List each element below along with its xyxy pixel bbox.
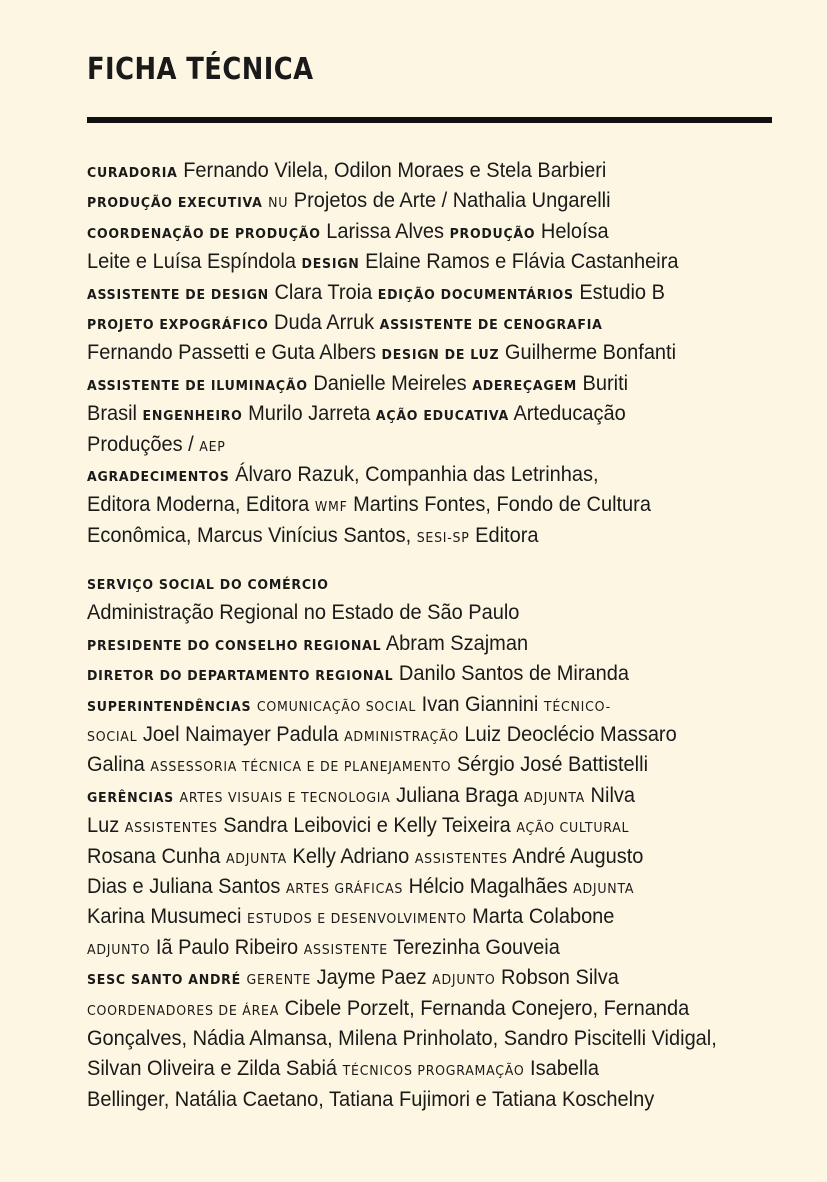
credit-name: Terezinha Gouveia (387, 934, 560, 959)
credit-role: PRODUÇÃO EXECUTIVA (87, 195, 263, 212)
credit-line (87, 520, 729, 550)
credit-role: AÇÃO EDUCATIVA (375, 408, 509, 425)
credit-name: Kelly Adriano (286, 843, 415, 868)
credit-line (87, 459, 729, 489)
credit-role: NU (268, 195, 289, 212)
credit-role: ARTES VISUAIS E TECNOLOGIA (179, 789, 391, 806)
credit-name: Fernando Passetti e Guta Albers (87, 340, 382, 365)
credit-line (87, 689, 729, 719)
credit-role: SESC SANTO ANDRÉ (87, 972, 241, 989)
credit-role: TÉCNICOS PROGRAMAÇÃO (342, 1063, 525, 1080)
credit-role: PROJETO EXPOGRÁFICO (87, 316, 269, 333)
credit-role: ESTUDOS E DESENVOLVIMENTO (247, 911, 467, 928)
credit-line (87, 307, 729, 337)
credits-body (87, 155, 777, 1114)
credit-role: GERÊNCIAS (87, 789, 174, 806)
credit-line (87, 780, 729, 810)
credit-role: COORDENADORES DE ÁREA (87, 1002, 280, 1019)
credit-name: Isabella (524, 1056, 599, 1081)
credit-line (87, 841, 729, 871)
credit-name: Sandra Leibovici e Kelly Teixeira (217, 813, 517, 838)
credit-name: André Augusto (507, 843, 644, 868)
credit-name: Larissa Alves (320, 218, 450, 243)
credit-role: DIRETOR DO DEPARTAMENTO REGIONAL (87, 668, 394, 685)
credit-role: AGRADECIMENTOS (87, 468, 230, 485)
credit-line (87, 1084, 729, 1114)
credit-line (87, 993, 729, 1023)
credit-role: ASSISTENTES (124, 820, 218, 837)
credit-role: ADJUNTA (573, 880, 635, 897)
credit-name: Marta Colabone (466, 904, 615, 929)
credit-name: Clara Troia (268, 279, 378, 304)
credit-role: TÉCNICO- (543, 698, 611, 715)
credit-name: Ivan Giannini (416, 691, 544, 716)
credit-name: Sérgio José Battistelli (451, 752, 649, 777)
credit-line (87, 962, 729, 992)
credit-name: Elaine Ramos e Flávia Castanheira (359, 249, 679, 274)
credit-role: EDIÇÃO DOCUMENTÁRIOS (377, 286, 574, 303)
credit-name: Álvaro Razuk, Companhia das Letrinhas, (229, 461, 599, 486)
credit-name: Abram Szajman (381, 630, 529, 655)
credit-role: ASSISTENTE DE DESIGN (87, 286, 269, 303)
credit-line (87, 658, 729, 688)
credit-role: SESI-SP (416, 529, 470, 546)
title-divider (87, 117, 772, 123)
credit-name: Martins Fontes, Fondo de Cultura (347, 492, 651, 517)
credit-name: Danilo Santos de Miranda (393, 661, 630, 686)
credit-name: Buriti (576, 370, 629, 395)
credit-role: ADJUNTO (432, 972, 496, 989)
credit-line (87, 932, 729, 962)
credit-name: Danielle Meireles (307, 370, 473, 395)
credit-name: Guilherme Bonfanti (499, 340, 677, 365)
credit-role: CURADORIA (87, 165, 178, 181)
credit-name: Bellinger, Natália Caetano, Tatiana Fujimori e Tatiana Koschelny (87, 1086, 655, 1111)
credit-name: Projetos de Arte / Nathalia Ungarelli (288, 188, 611, 213)
credit-name: Luz (87, 813, 125, 838)
credit-name: Leite e Luísa Espíndola (87, 249, 302, 274)
credit-line (87, 277, 729, 307)
credit-name: Joel Naimayer Padula (137, 722, 345, 747)
credit-line (87, 567, 729, 597)
credit-name: Heloísa (535, 218, 609, 243)
credit-name: Murilo Jarreta (242, 401, 376, 426)
credit-role: AEP (199, 438, 226, 455)
credit-name: Jayme Paez (311, 965, 433, 990)
credit-role: ADEREÇAGEM (472, 377, 577, 394)
credit-role: ARTES GRÁFICAS (285, 880, 404, 897)
credit-line (87, 871, 729, 901)
credit-name: Karina Musumeci (87, 904, 248, 929)
credit-name: Hélcio Magalhães (403, 873, 574, 898)
credit-name: Dias e Juliana Santos (87, 873, 286, 898)
section-gap (87, 550, 777, 567)
credit-role: ASSISTENTES (414, 850, 508, 867)
credit-role: ADJUNTA (523, 789, 586, 806)
credit-role: ADJUNTO (87, 941, 151, 958)
page-title: FICHA TÉCNICA (87, 52, 314, 87)
credit-role: PRESIDENTE DO CONSELHO REGIONAL (87, 637, 382, 654)
credit-line (87, 216, 729, 246)
credit-role: PRODUÇÃO (449, 225, 536, 242)
credit-name: Luiz Deoclécio Massaro (458, 722, 677, 747)
credit-line (87, 1023, 729, 1053)
credit-line (87, 719, 729, 749)
credit-line (87, 489, 729, 519)
credit-role: AÇÃO CULTURAL (516, 820, 630, 837)
credit-name: Duda Arruk (268, 309, 380, 334)
credit-role: ADMINISTRAÇÃO (344, 729, 459, 746)
credit-line (87, 810, 729, 840)
credit-line (87, 368, 729, 398)
credit-line (87, 337, 729, 367)
credit-name: Estudio B (573, 279, 665, 304)
credit-line (87, 429, 729, 459)
credit-name: Silvan Oliveira e Zilda Sabiá (87, 1056, 343, 1081)
credit-name: Editora (469, 522, 539, 547)
credit-role: SOCIAL (87, 729, 138, 746)
credit-name: Rosana Cunha (87, 843, 226, 868)
credit-role: ASSESSORIA TÉCNICA E DE PLANEJAMENTO (150, 759, 452, 776)
credit-name: Arteducação (508, 401, 626, 426)
credit-line (87, 901, 729, 931)
credit-role: DESIGN DE LUZ (381, 347, 500, 364)
credit-name: Iã Paulo Ribeiro (150, 934, 304, 959)
credit-name: Nilva (585, 782, 636, 807)
credit-line (87, 597, 729, 627)
credit-name: Robson Silva (495, 965, 619, 990)
credit-name: Editora Moderna, Editora (87, 492, 315, 517)
credit-role: ASSISTENTE DE CENOGRAFIA (379, 316, 603, 333)
credit-role: ADJUNTA (225, 850, 287, 867)
credit-line (87, 398, 729, 428)
credit-role: GERENTE (246, 972, 312, 989)
credit-name: Gonçalves, Nádia Almansa, Milena Prinholato, Sandro Piscitelli Vidigal, (87, 1025, 717, 1050)
credit-line (87, 1053, 729, 1083)
credit-name: Cibele Porzelt, Fernanda Conejero, Fernanda (279, 995, 690, 1020)
credit-role: SUPERINTENDÊNCIAS (87, 698, 252, 715)
credit-line (87, 246, 729, 276)
credit-name: Juliana Braga (390, 782, 524, 807)
credit-role: COMUNICAÇÃO SOCIAL (256, 698, 417, 715)
credit-role: ENGENHEIRO (142, 408, 243, 425)
credit-role: SERVIÇO SOCIAL DO COMÉRCIO (87, 577, 329, 594)
credit-name: Produções / (87, 431, 200, 456)
credit-name: Econômica, Marcus Vinícius Santos, (87, 522, 417, 547)
credit-line (87, 628, 729, 658)
credit-line (87, 749, 729, 779)
credit-role: ASSISTENTE DE ILUMINAÇÃO (87, 377, 308, 394)
credit-line (87, 155, 729, 185)
credit-role: ASSISTENTE (303, 941, 388, 958)
credit-role: WMF (314, 499, 348, 516)
credit-name: Brasil (87, 401, 143, 426)
credit-line (87, 185, 729, 215)
credit-name: Galina (87, 752, 151, 777)
credit-role: COORDENAÇÃO DE PRODUÇÃO (87, 225, 321, 242)
credit-name: Administração Regional no Estado de São Paulo (87, 600, 520, 625)
credit-name: Fernando Vilela, Odilon Moraes e Stela Barbieri (177, 158, 607, 182)
credit-role: DESIGN (301, 256, 360, 273)
